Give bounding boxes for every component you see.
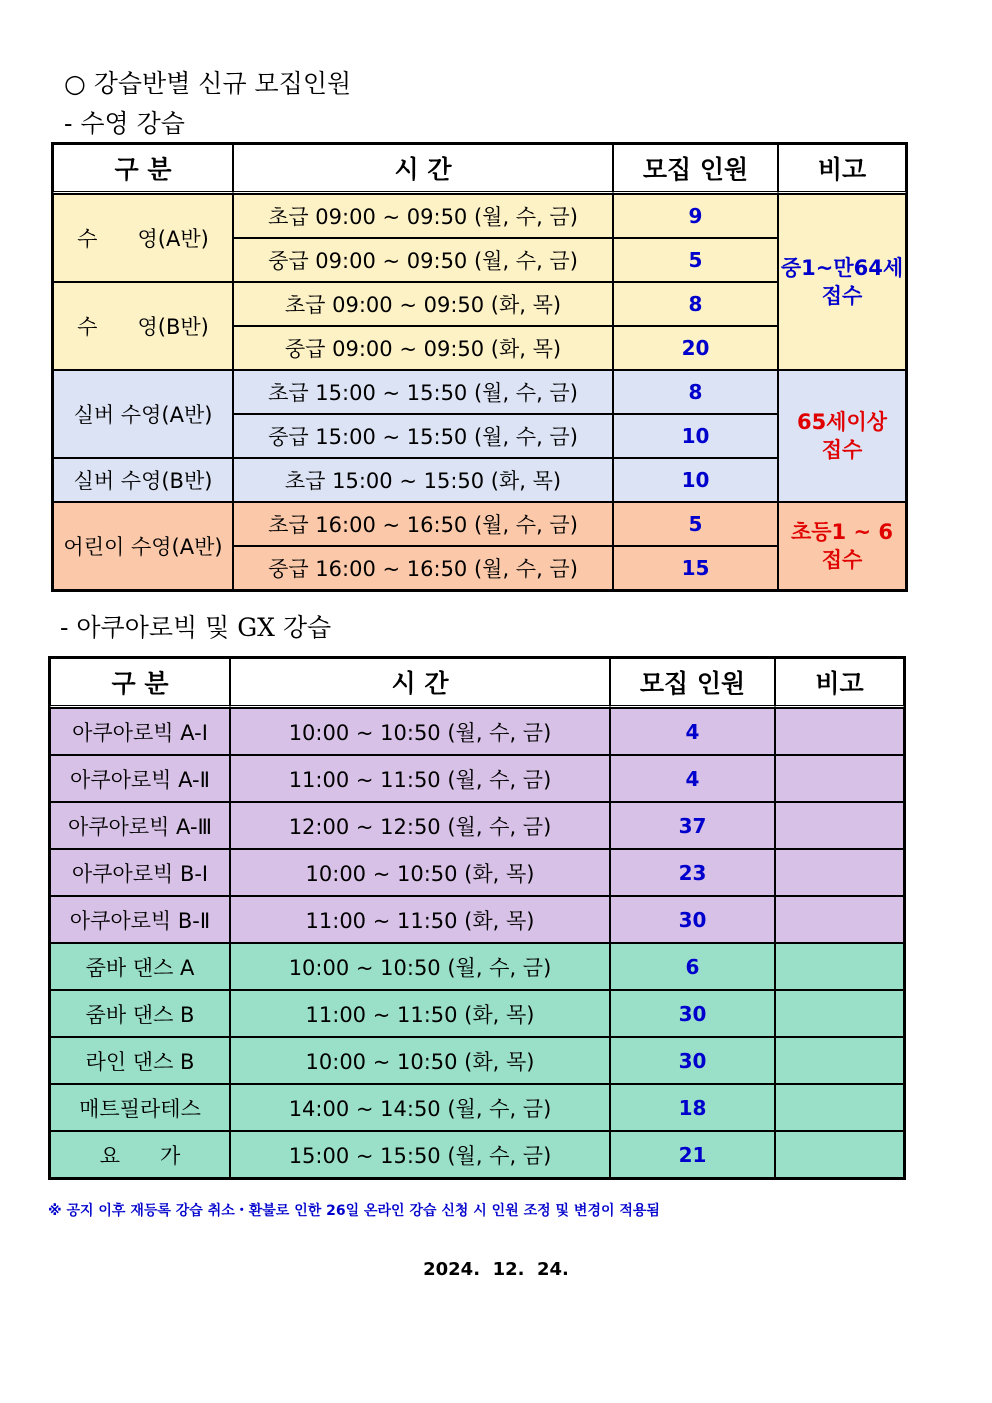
note-adult-line1: 중1~만64세 (780, 256, 904, 280)
recruit-count: 30 (610, 896, 775, 943)
class-name: 수 영(A반) (53, 194, 233, 282)
class-time: 초급 15:00 ~ 15:50 (월, 수, 금) (233, 370, 613, 414)
class-time: 중급 09:00 ~ 09:50 (화, 목) (233, 326, 613, 370)
table-row (50, 1131, 904, 1178)
table-row (50, 1084, 904, 1131)
note-cell (775, 1037, 904, 1084)
aqua-table (48, 656, 906, 1180)
aqua-subtitle: - 아쿠아로빅 및 GX 강습 (60, 613, 332, 642)
class-time: 15:00 ~ 15:50 (월, 수, 금) (230, 1131, 610, 1178)
recruit-count: 20 (613, 326, 778, 370)
table-row (50, 1037, 904, 1084)
class-time: 초급 16:00 ~ 16:50 (월, 수, 금) (233, 502, 613, 546)
note-cell (775, 943, 904, 990)
table-row (50, 849, 904, 896)
recruit-count: 5 (613, 238, 778, 282)
col-recruit: 모집 인원 (610, 658, 775, 708)
table-header (50, 658, 904, 708)
recruit-count: 4 (610, 755, 775, 802)
col-note: 비고 (778, 144, 906, 194)
class-time: 중급 09:00 ~ 09:50 (월, 수, 금) (233, 238, 613, 282)
note-cell (775, 802, 904, 849)
class-name: 줌바 댄스 B (50, 990, 230, 1037)
class-name: 아쿠아로빅 B-Ⅱ (50, 896, 230, 943)
note-cell (775, 708, 904, 755)
recruit-count: 5 (613, 502, 778, 546)
note-cell (775, 1084, 904, 1131)
note-silver (778, 370, 906, 502)
note-silver-line1: 65세이상 (796, 410, 888, 434)
class-name: 아쿠아로빅 A-Ⅱ (50, 755, 230, 802)
class-time: 중급 15:00 ~ 15:50 (월, 수, 금) (233, 414, 613, 458)
recruit-count: 18 (610, 1084, 775, 1131)
table-row (53, 370, 906, 414)
table-row (53, 502, 906, 546)
recruit-count: 8 (613, 370, 778, 414)
recruit-count: 10 (613, 458, 778, 502)
note-adult-line2: 접수 (821, 284, 863, 308)
note-cell (775, 755, 904, 802)
class-name: 아쿠아로빅 A-Ⅰ (50, 708, 230, 755)
document-date: 2024. 12. 24. (423, 1259, 569, 1280)
class-time: 10:00 ~ 10:50 (화, 목) (230, 1037, 610, 1084)
note-silver-line2: 접수 (821, 438, 863, 462)
recruit-count: 9 (613, 194, 778, 238)
table-row (50, 943, 904, 990)
recruit-count: 23 (610, 849, 775, 896)
class-name: 실버 수영(B반) (53, 458, 233, 502)
class-time: 10:00 ~ 10:50 (월, 수, 금) (230, 708, 610, 755)
note-kids-line1: 초등1 ~ 6 (790, 520, 893, 544)
class-time: 초급 09:00 ~ 09:50 (월, 수, 금) (233, 194, 613, 238)
recruit-count: 30 (610, 990, 775, 1037)
note-kids-line2: 접수 (821, 548, 863, 572)
recruit-count: 4 (610, 708, 775, 755)
recruit-count: 15 (613, 546, 778, 590)
table-row (50, 990, 904, 1037)
col-time: 시 간 (233, 144, 613, 194)
col-category: 구 분 (53, 144, 233, 194)
note-cell (775, 849, 904, 896)
note-adult (778, 194, 906, 370)
class-name: 실버 수영(A반) (53, 370, 233, 458)
table-row (50, 708, 904, 755)
col-category: 구 분 (50, 658, 230, 708)
class-name: 줌바 댄스 A (50, 943, 230, 990)
col-note: 비고 (775, 658, 904, 708)
note-kids (778, 502, 906, 590)
section-title: ○ 강습반별 신규 모집인원 (64, 69, 352, 98)
class-name: 어린이 수영(A반) (53, 502, 233, 590)
table-header (53, 144, 906, 194)
class-time: 중급 16:00 ~ 16:50 (월, 수, 금) (233, 546, 613, 590)
table-row (53, 194, 906, 238)
class-name: 아쿠아로빅 A-Ⅲ (50, 802, 230, 849)
class-time: 10:00 ~ 10:50 (화, 목) (230, 849, 610, 896)
col-recruit: 모집 인원 (613, 144, 778, 194)
class-name: 아쿠아로빅 B-Ⅰ (50, 849, 230, 896)
footnote: ※ 공지 이후 재등록 강습 취소・환불로 인한 26일 온라인 강습 신청 시 인원 조정 및 변경이 적용됨 (48, 1203, 660, 1219)
class-name: 요 가 (50, 1131, 230, 1178)
class-name: 수 영(B반) (53, 282, 233, 370)
class-time: 10:00 ~ 10:50 (월, 수, 금) (230, 943, 610, 990)
recruit-count: 30 (610, 1037, 775, 1084)
class-name: 라인 댄스 B (50, 1037, 230, 1084)
table-row (50, 755, 904, 802)
swim-subtitle: - 수영 강습 (64, 109, 185, 138)
class-time: 11:00 ~ 11:50 (화, 목) (230, 896, 610, 943)
swim-table (51, 142, 908, 592)
class-time: 12:00 ~ 12:50 (월, 수, 금) (230, 802, 610, 849)
note-cell (775, 1131, 904, 1178)
note-cell (775, 896, 904, 943)
note-cell (775, 990, 904, 1037)
col-time: 시 간 (230, 658, 610, 708)
class-name: 매트필라테스 (50, 1084, 230, 1131)
table-row (50, 802, 904, 849)
class-time: 초급 15:00 ~ 15:50 (화, 목) (233, 458, 613, 502)
class-time: 초급 09:00 ~ 09:50 (화, 목) (233, 282, 613, 326)
table-row (50, 896, 904, 943)
recruit-count: 6 (610, 943, 775, 990)
recruit-count: 37 (610, 802, 775, 849)
class-time: 11:00 ~ 11:50 (화, 목) (230, 990, 610, 1037)
recruit-count: 10 (613, 414, 778, 458)
recruit-count: 21 (610, 1131, 775, 1178)
class-time: 11:00 ~ 11:50 (월, 수, 금) (230, 755, 610, 802)
class-time: 14:00 ~ 14:50 (월, 수, 금) (230, 1084, 610, 1131)
recruit-count: 8 (613, 282, 778, 326)
